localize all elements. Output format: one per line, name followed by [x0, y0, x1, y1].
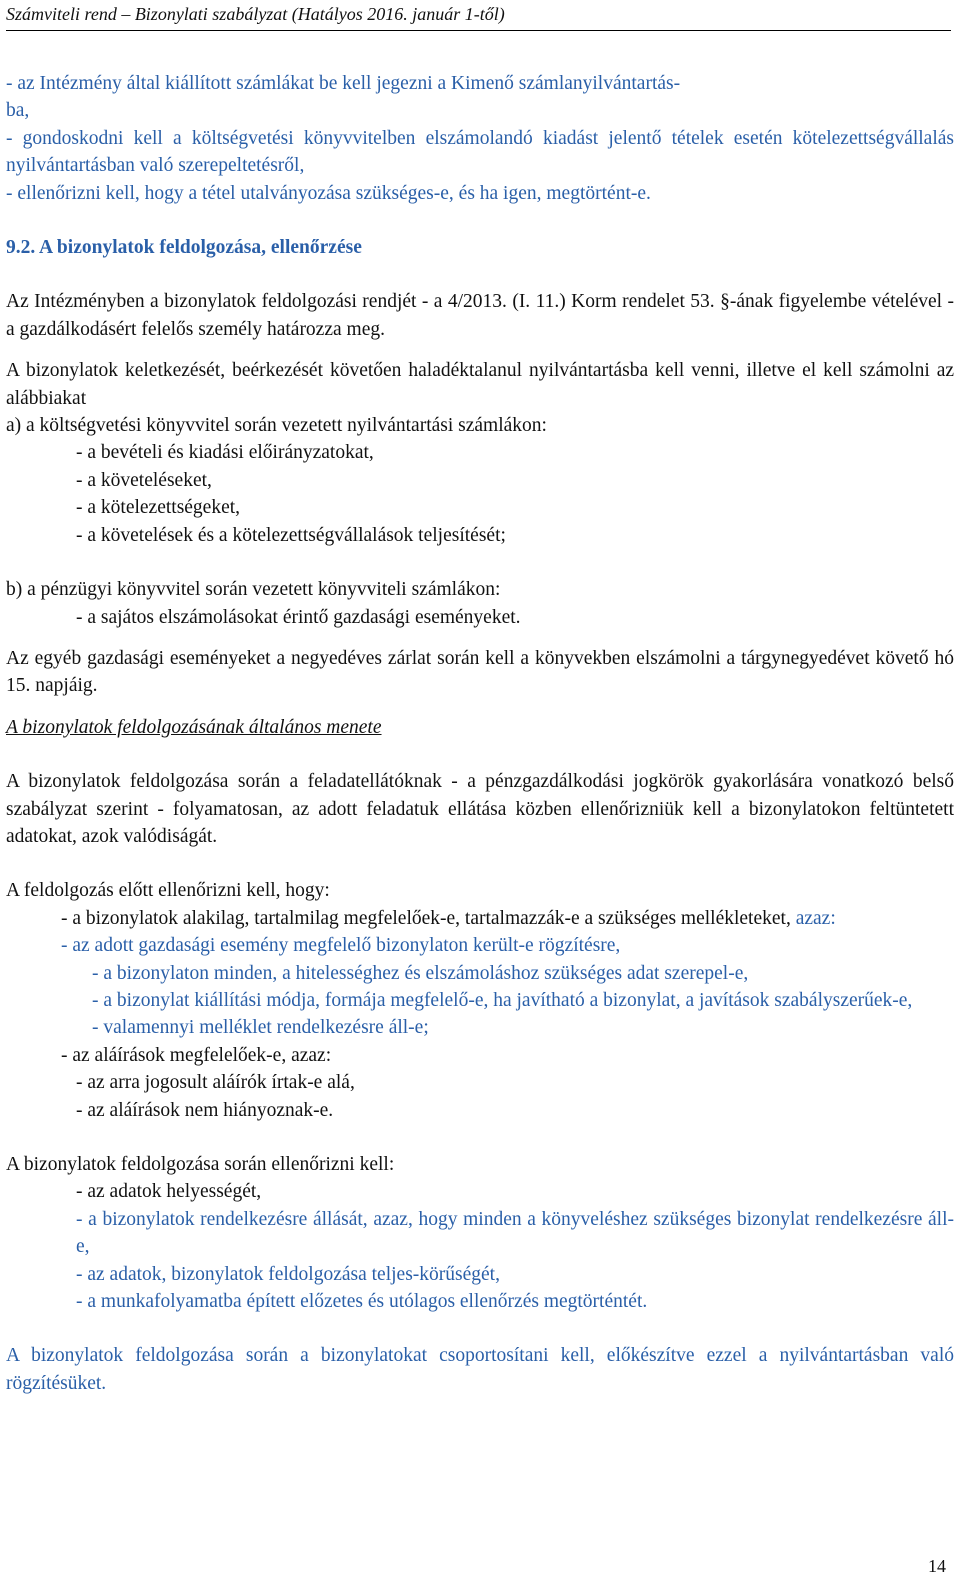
during-item-1: - az adatok helyességét, — [76, 1181, 262, 1203]
list-b-item-1: - a sajátos elszámolásokat érintő gazdasági eseményeket. — [76, 606, 521, 628]
signature-item-2: - az aláírások nem hiányoznak-e. — [76, 1099, 334, 1121]
check-intro: A feldolgozás előtt ellenőrizni kell, hogy: — [6, 880, 330, 902]
list-a-item-3: - a kötelezettségeket, — [76, 497, 241, 519]
paragraph-1: A bizonylatok keletkezését, beérkezését követően haladéktalanul nyilvántartásba kell venni, illetve el kell számolni az alábbiakat — [6, 360, 954, 409]
paragraph-2: Az egyéb gazdasági eseményeket a negyedéves zárlat során kell a könyvekben elszámolni a tárgynegyedévet követő hó 15. napjáig. — [6, 647, 954, 697]
list-a-item-2: - a követeléseket, — [76, 469, 212, 491]
list-a-item-4: - a követelések és a kötelezettségvállalások teljesítését; — [76, 524, 506, 546]
list-b-label: b) a pénzügyi könyvvitel során vezetett könyvviteli számlákon: — [6, 579, 501, 601]
during-item-3: - az adatok, bizonylatok feldolgozása teljes-körűségét, — [76, 1263, 500, 1285]
list-a-item-1: - a bevételi és kiadási előirányzatokat, — [76, 442, 374, 464]
paragraph-3: A bizonylatok feldolgozása során a feladatellátóknak - a pénzgazdálkodási jogkörök gyakorlására vonatkozó belső szabályzat szerint - folyamatosan, az adott feladatuk ellátása közben ellenőrizniük kell a bizonylatokon feltüntetett adatokat, azok valódiságát. — [6, 771, 954, 847]
final-paragraph: A bizonylatok feldolgozása során a bizonylatokat csoportosítani kell, előkészítve ezzel a nyilvántartásban való rögzítésüket. — [6, 1345, 954, 1394]
top-list-item-1: - az Intézmény által kiállított számlákat be kell jegezni a Kimenő számlanyilvántartás- ba, — [6, 73, 681, 122]
signature-item-1: - az arra jogosult aláírók írtak-e alá, — [76, 1072, 355, 1094]
check-item-1-text: - a bizonylatok alakilag, tartalmilag megfelelőek-e, tartalmazzák-e a szükséges mellékleteket, — [61, 907, 791, 929]
check-item-2: - az adott gazdasági esemény megfelelő bizonylaton került-e rögzítésre, — [61, 935, 621, 957]
check-subitem-2: - a bizonylat kiállítási módja, formája megfelelő-e, ha javítható a bizonylat, a javítások szabályszerűek-e, — [92, 989, 913, 1011]
top-list-item-3: - ellenőrizni kell, hogy a tétel utalványozása szükséges-e, és ha igen, megtörtént-e. — [6, 182, 651, 204]
page-header: Számviteli rend – Bizonylati szabályzat (Hatályos 2016. január 1-től) — [6, 2, 951, 31]
during-item-2: - a bizonylatok rendelkezésre állását, azaz, hogy minden a könyveléshez szükséges bizonylat rendelkezésre áll-e, — [76, 1208, 954, 1258]
check-item-1 — [6, 905, 954, 932]
check-subitem-1: - a bizonylaton minden, a hitelességhez és elszámoláshoz szükséges adat szerepel-e, — [92, 962, 749, 984]
list-a-label: a) a költségvetési könyvvitel során vezetett nyilvántartási számlákon: — [6, 415, 547, 437]
subsection-title: A bizonylatok feldolgozásának általános menete — [6, 716, 382, 738]
top-list-item-2: - gondoskodni kell a költségvetési könyvvitelben elszámolandó kiadást jelentő tételek esetén kötelezettségvállalás nyilvántartásban való szerepeltetésről, — [6, 127, 954, 177]
check-item-1-azaz: azaz: — [790, 907, 836, 929]
page-number: 14 — [928, 1556, 946, 1576]
check-item-3: - az aláírások megfelelőek-e, azaz: — [61, 1044, 332, 1066]
section-intro: Az Intézményben a bizonylatok feldolgozási rendjét - a 4/2013. (I. 11.) Korm rendelet 53. §-ának figyelembe vételével - a gazdálkodásért felelős személy határozza meg. — [6, 291, 954, 340]
during-item-4: - a munkafolyamatba épített előzetes és utólagos ellenőrzés megtörténtét. — [76, 1291, 648, 1313]
document-body — [6, 70, 954, 1397]
section-heading: 9.2. A bizonylatok feldolgozása, ellenőrzése — [6, 237, 362, 259]
during-intro: A bizonylatok feldolgozása során ellenőrizni kell: — [6, 1154, 395, 1175]
check-subitem-3: - valamennyi melléklet rendelkezésre áll-e; — [92, 1017, 429, 1039]
